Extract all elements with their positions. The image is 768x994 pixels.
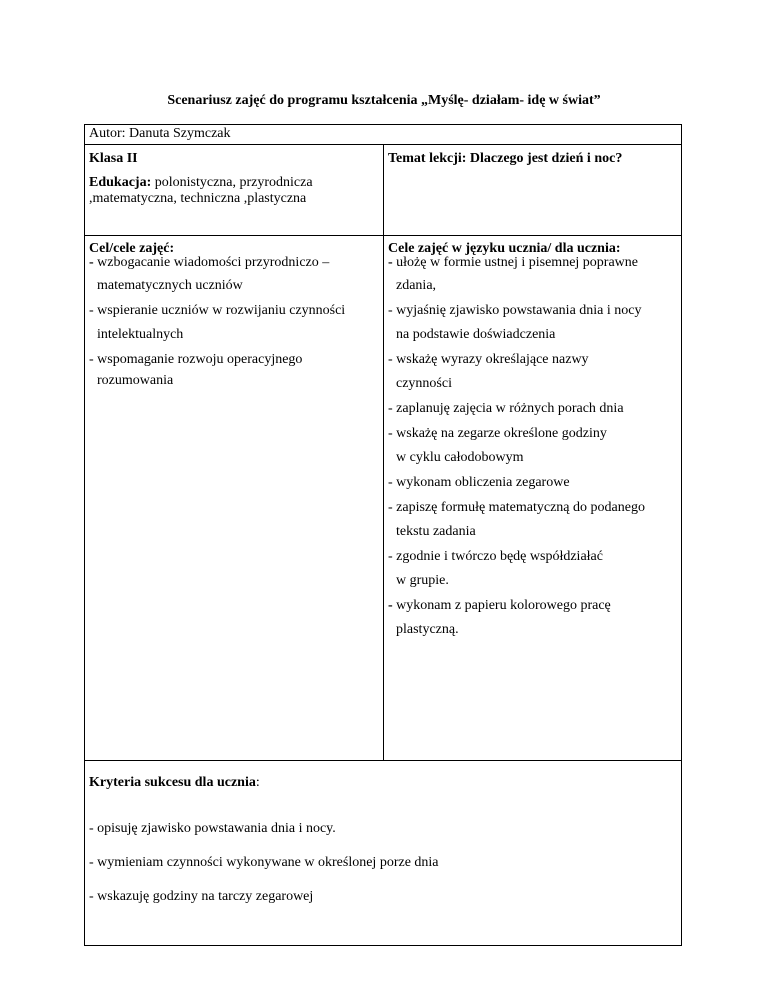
class-label: Klasa II <box>89 151 138 166</box>
class-education-cell <box>85 145 384 236</box>
criteria-item: - opisuję zjawisko powstawania dnia i nocy. <box>89 821 336 836</box>
goal-item: - wzbogacanie wiadomości przyrodniczo – matematycznych uczniów <box>89 256 379 293</box>
education-label: Edukacja: <box>89 175 152 190</box>
student-goals-heading: Cele zajęć w języku ucznia/ dla ucznia: <box>388 241 621 256</box>
student-goal-cont: zdania, <box>396 278 437 293</box>
author-cell <box>85 125 682 145</box>
student-goal-text: - zapiszę formułę matematyczną do podanego <box>388 500 645 515</box>
student-goal-text: - wykonam obliczenia zegarowe <box>388 475 570 490</box>
goal-item <box>89 303 379 342</box>
criteria-colon: : <box>255 775 260 790</box>
student-goal-item: - ułożę w formie ustnej i pisemnej poprawne zdania, <box>388 256 677 293</box>
student-goal-text: - wskażę na zegarze określone godziny <box>388 426 607 441</box>
student-goal-cont: tekstu zadania <box>396 524 476 539</box>
goals-heading: Cel/cele zajęć: <box>89 241 175 256</box>
education-line-2: ,matematyczna, techniczna ,plastyczna <box>89 191 307 206</box>
criteria-heading: Kryteria sukcesu dla ucznia <box>89 775 256 790</box>
student-goal-cont: w grupie. <box>396 573 449 588</box>
student-goal-item <box>388 401 677 416</box>
student-goal-text: - zgodnie i twórczo będę współdziałać <box>388 549 603 564</box>
lesson-topic: Temat lekcji: Dlaczego jest dzień i noc? <box>388 151 623 166</box>
student-goal-cont: w cyklu całodobowym <box>396 450 524 465</box>
author-text: Autor: Danuta Szymczak <box>89 126 231 141</box>
student-goal-cont: na podstawie doświadczenia <box>396 327 556 342</box>
goal-item-cont: rozumowania <box>97 373 174 388</box>
student-goal-item <box>388 500 677 539</box>
student-goal-text: wykonam z papieru kolorowego pracę <box>396 598 611 613</box>
goal-item-text: - wspomaganie rozwoju operacyjnego <box>89 352 303 367</box>
criteria-heading-line <box>89 775 677 791</box>
education-info <box>89 175 379 207</box>
student-goal-item <box>388 303 677 342</box>
student-goal-text: ułożę w formie ustnej i pisemnej poprawne <box>396 255 638 270</box>
student-goal-text: - zaplanuję zajęcia w różnych porach dnia <box>388 401 624 416</box>
goal-item-text: wzbogacanie wiadomości przyrodniczo – <box>97 255 330 270</box>
lesson-plan-table <box>84 124 682 946</box>
student-goal-cont: czynności <box>396 376 452 391</box>
student-goal-item: - wykonam z papieru kolorowego pracę plastyczną. <box>388 598 677 637</box>
criteria-item: - wskazuję godziny na tarczy zegarowej <box>89 889 314 904</box>
goal-item-cont: matematycznych uczniów <box>97 278 243 293</box>
education-line-1: polonistyczna, przyrodnicza <box>151 175 313 190</box>
student-goal-item <box>388 549 677 588</box>
criteria-item: - wymieniam czynności wykonywane w określonej porze dnia <box>89 855 439 870</box>
criteria-cell <box>85 761 682 946</box>
topic-cell <box>384 145 682 236</box>
student-goals-cell <box>384 236 682 761</box>
goal-item-cont: intelektualnych <box>97 327 184 342</box>
student-goal-item <box>388 352 677 391</box>
goal-item <box>89 352 379 388</box>
student-goal-cont: plastyczną. <box>396 622 459 637</box>
student-goal-item <box>388 475 677 490</box>
document-title: Scenariusz zajęć do programu kształcenia „Myślę- działam- idę w świat” <box>167 93 601 108</box>
student-goal-text: - wyjaśnię zjawisko powstawania dnia i nocy <box>388 303 642 318</box>
student-goal-text: - wskażę wyrazy określające nazwy <box>388 352 589 367</box>
goals-cell <box>85 236 384 761</box>
student-goal-item <box>388 426 677 465</box>
goal-item-text: - wspieranie uczniów w rozwijaniu czynności <box>89 303 346 318</box>
